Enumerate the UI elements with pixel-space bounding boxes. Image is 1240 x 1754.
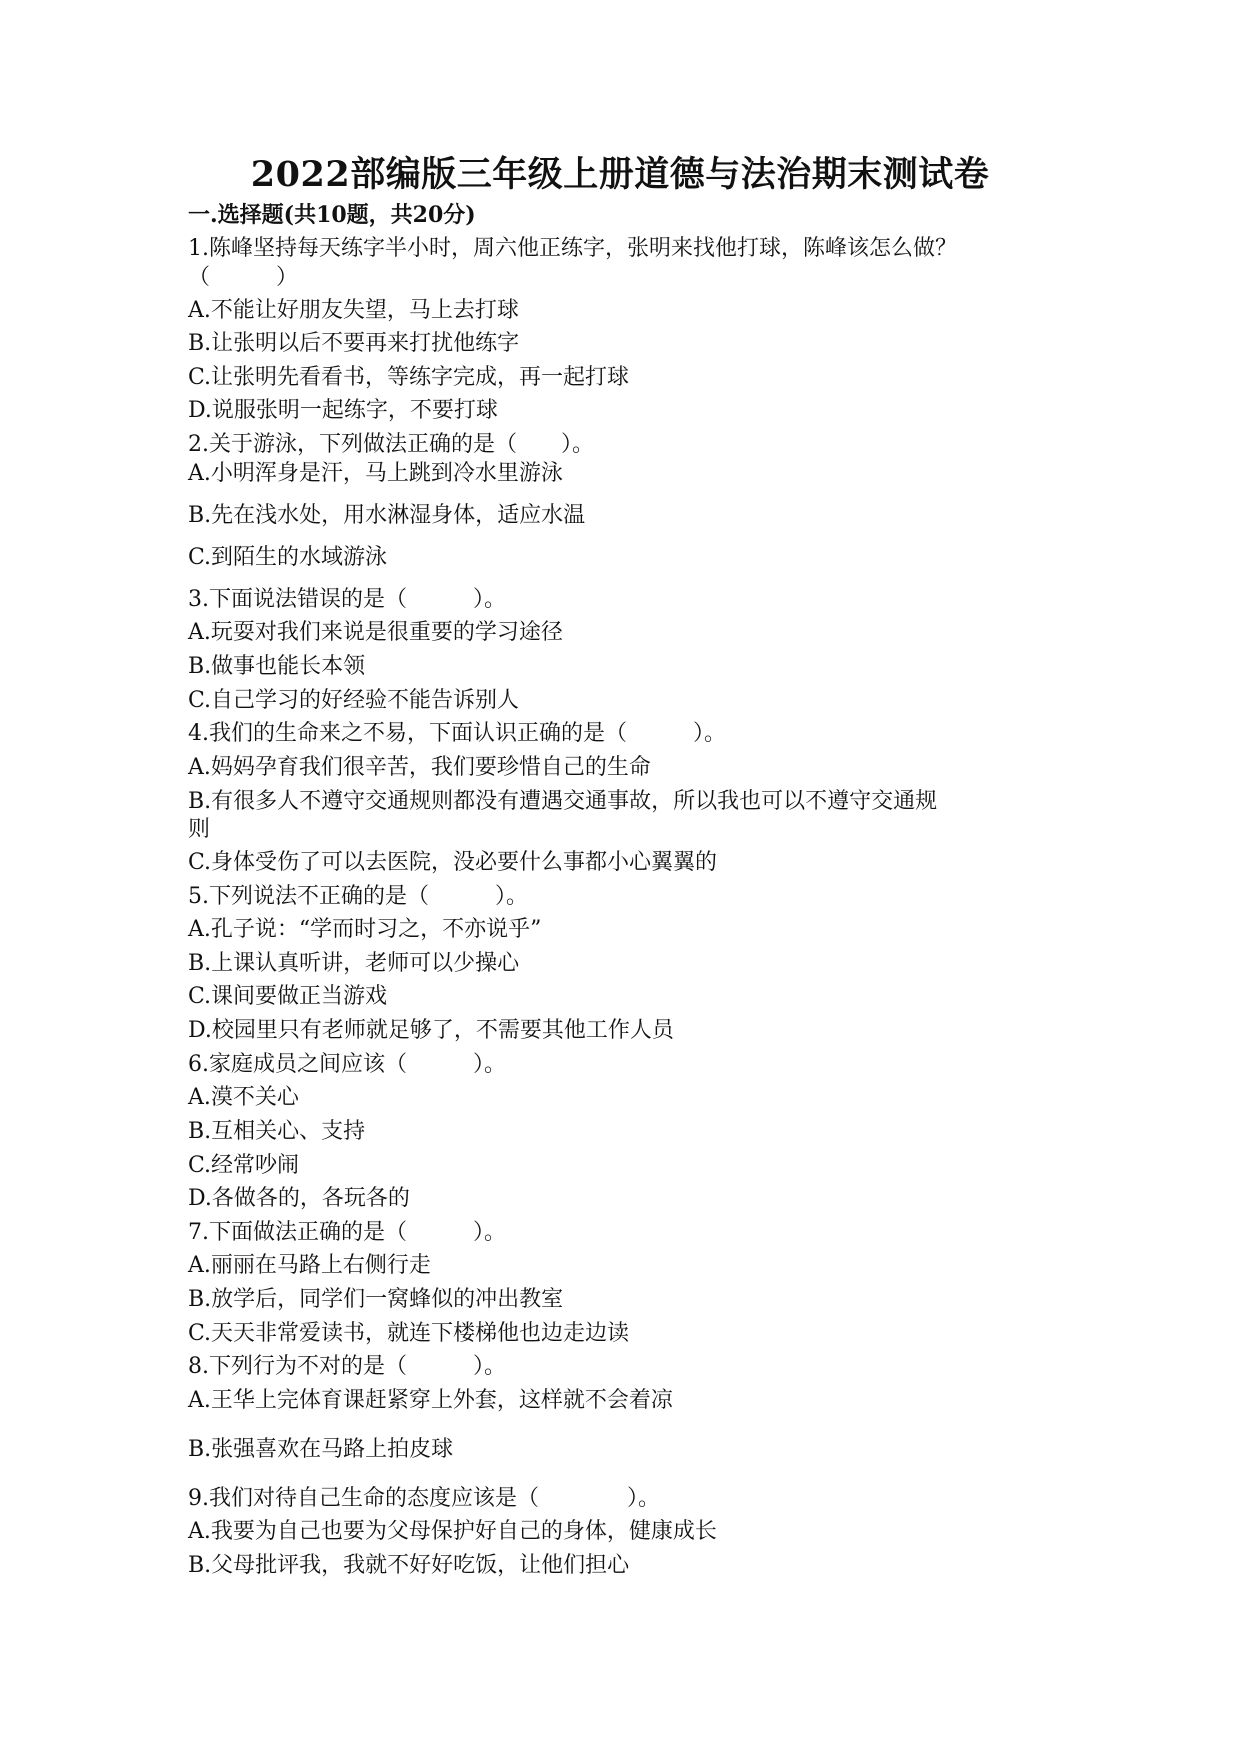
- question-2: 2.关于游泳，下列做法正确的是（ ）。: [188, 432, 594, 457]
- question-7: 7.下面做法正确的是（ ）。: [188, 1220, 506, 1245]
- option-6a: A.漠不关心: [188, 1085, 299, 1110]
- option-5a: A.孔子说：“学而时习之，不亦说乎”: [188, 917, 542, 942]
- question-8: 8.下列行为不对的是（ ）。: [188, 1354, 506, 1379]
- option-1c: C.让张明先看看书，等练字完成，再一起打球: [188, 365, 630, 390]
- option-1b: B.让张明以后不要再来打扰他练字: [188, 331, 520, 356]
- question-3: 3.下面说法错误的是（ ）。: [188, 587, 506, 612]
- option-3b: B.做事也能长本领: [188, 654, 366, 679]
- question-6: 6.家庭成员之间应该（ ）。: [188, 1052, 506, 1077]
- option-1d: D.说服张明一起练字，不要打球: [188, 398, 498, 423]
- option-2a: A.小明浑身是汗，马上跳到冷水里游泳: [188, 461, 563, 486]
- option-6b: B.互相关心、支持: [188, 1119, 366, 1144]
- option-4b: B.有很多人不遵守交通规则都没有遭遇交通事故，所以我也可以不遵守交通规: [188, 789, 938, 814]
- question-1: 1.陈峰坚持每天练字半小时，周六他正练字，张明来找他打球，陈峰该怎么做？: [188, 236, 957, 261]
- question-9: 9.我们对待自己生命的态度应该是（ ）。: [188, 1486, 660, 1511]
- option-3c: C.自己学习的好经验不能告诉别人: [188, 688, 520, 713]
- option-5b: B.上课认真听讲，老师可以少操心: [188, 951, 520, 976]
- question-4: 4.我们的生命来之不易，下面认识正确的是（ ）。: [188, 721, 726, 746]
- option-9b: B.父母批评我，我就不好好吃饭，让他们担心: [188, 1553, 630, 1578]
- option-2c: C.到陌生的水域游泳: [188, 545, 388, 570]
- option-6d: D.各做各的，各玩各的: [188, 1186, 410, 1211]
- option-7c: C.天天非常爱读书，就连下楼梯他也边走边读: [188, 1321, 630, 1346]
- option-8a: A.王华上完体育课赶紧穿上外套，这样就不会着凉: [188, 1388, 673, 1413]
- option-2b: B.先在浅水处，用水淋湿身体，适应水温: [188, 503, 586, 528]
- option-9a: A.我要为自己也要为父母保护好自己的身体，健康成长: [188, 1519, 717, 1544]
- option-5d: D.校园里只有老师就足够了，不需要其他工作人员: [188, 1018, 674, 1043]
- question-5: 5.下列说法不正确的是（ ）。: [188, 884, 528, 909]
- option-5c: C.课间要做正当游戏: [188, 984, 388, 1009]
- option-1a: A.不能让好朋友失望，马上去打球: [188, 298, 519, 323]
- option-8b: B.张强喜欢在马路上拍皮球: [188, 1437, 454, 1462]
- section-heading: 一.选择题(共10题，共20分): [188, 202, 476, 228]
- option-7b: B.放学后，同学们一窝蜂似的冲出教室: [188, 1287, 564, 1312]
- option-7a: A.丽丽在马路上右侧行走: [188, 1253, 431, 1278]
- option-4a: A.妈妈孕育我们很辛苦，我们要珍惜自己的生命: [188, 755, 651, 780]
- question-1-blank: （ ）: [188, 265, 299, 290]
- option-4c: C.身体受伤了可以去医院，没必要什么事都小心翼翼的: [188, 850, 718, 875]
- option-4b-continued: 则: [188, 817, 211, 842]
- exam-title: 2022部编版三年级上册道德与法治期末测试卷: [250, 154, 990, 195]
- option-3a: A.玩耍对我们来说是很重要的学习途径: [188, 620, 563, 645]
- option-6c: C.经常吵闹: [188, 1153, 300, 1178]
